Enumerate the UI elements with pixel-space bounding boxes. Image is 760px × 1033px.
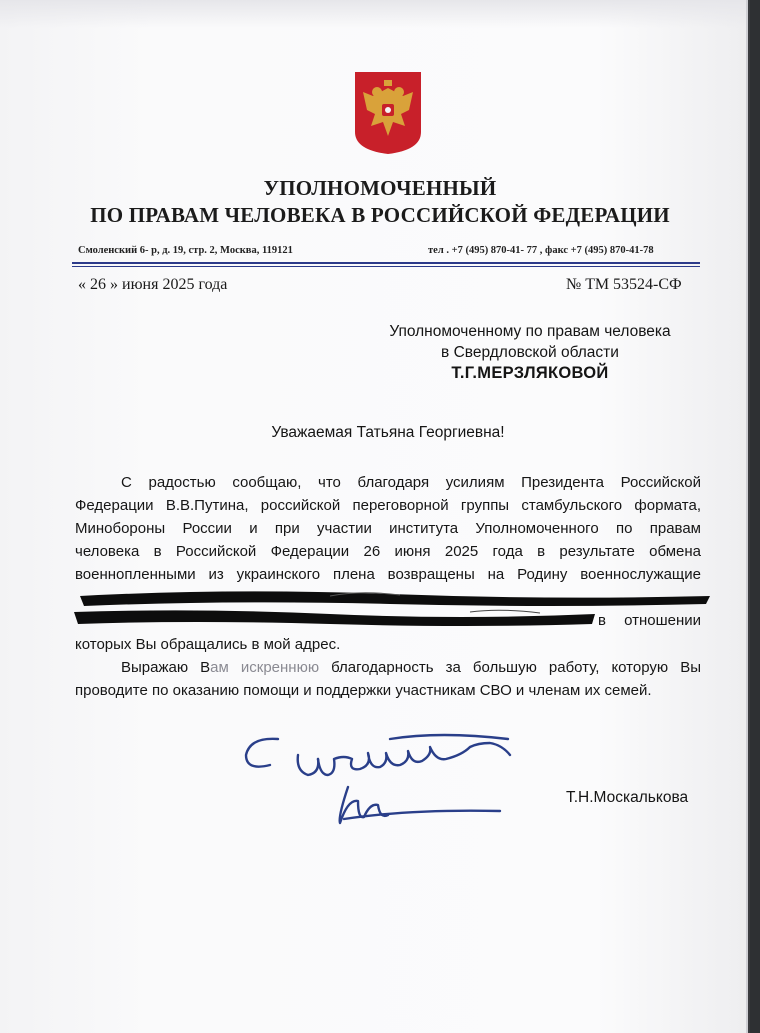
header-rule-thin [72, 266, 700, 267]
coat-of-arms-icon [353, 70, 423, 155]
salutation: Уважаемая Татьяна Георгиевна! [271, 424, 505, 441]
org-title-line1: УПОЛНОМОЧЕННЫЙ [263, 176, 497, 200]
signer-name: Т.Н.Москалькова [566, 789, 689, 806]
body-line: военнопленными из украинского плена возвращены на Родину военнослужащие [75, 566, 701, 583]
recipient-name: Т.Г.МЕРЗЛЯКОВОЙ [451, 364, 609, 382]
body-line: Выражаю Вам искреннюю благодарность за большую работу, которую Вы [121, 659, 701, 676]
body-line: С радостью сообщаю, что благодаря усилиям Президента Российской [121, 474, 701, 491]
contact-phones: тел . +7 (495) 870-41- 77 , факс +7 (495) 870-41-78 [428, 245, 654, 256]
body-line: Федерации В.В.Путина, российской переговорной группы стамбульского формата, [75, 497, 701, 514]
org-title-line2: ПО ПРАВАМ ЧЕЛОВЕКА В РОССИЙСКОЙ ФЕДЕРАЦИИ [90, 203, 670, 227]
letter-date: « 26 » июня 2025 года [78, 276, 228, 293]
letter-number: № ТМ 53524-СФ [566, 276, 682, 293]
window-edge [750, 0, 760, 1033]
body-line: проводите по оказанию помощи и поддержки участникам СВО и членам их семей. [75, 682, 652, 699]
body-line: Минобороны России и при участии института Уполномоченного по правам [75, 520, 701, 537]
postal-address: Смоленский 6- р, д. 19, стр. 2, Москва, 119121 [78, 245, 293, 256]
recipient-title: Уполномоченному по правам человека [389, 323, 671, 340]
handwritten-signature [240, 725, 530, 835]
body-line: которых Вы обращались в мой адрес. [75, 636, 341, 653]
recipient-region: в Свердловской области [441, 344, 619, 361]
body-line: человека в Российской Федерации 26 июня 2025 года в результате обмена [75, 543, 701, 560]
body-line-tail: в отношении [598, 612, 701, 629]
header-rule-thick [72, 262, 700, 264]
